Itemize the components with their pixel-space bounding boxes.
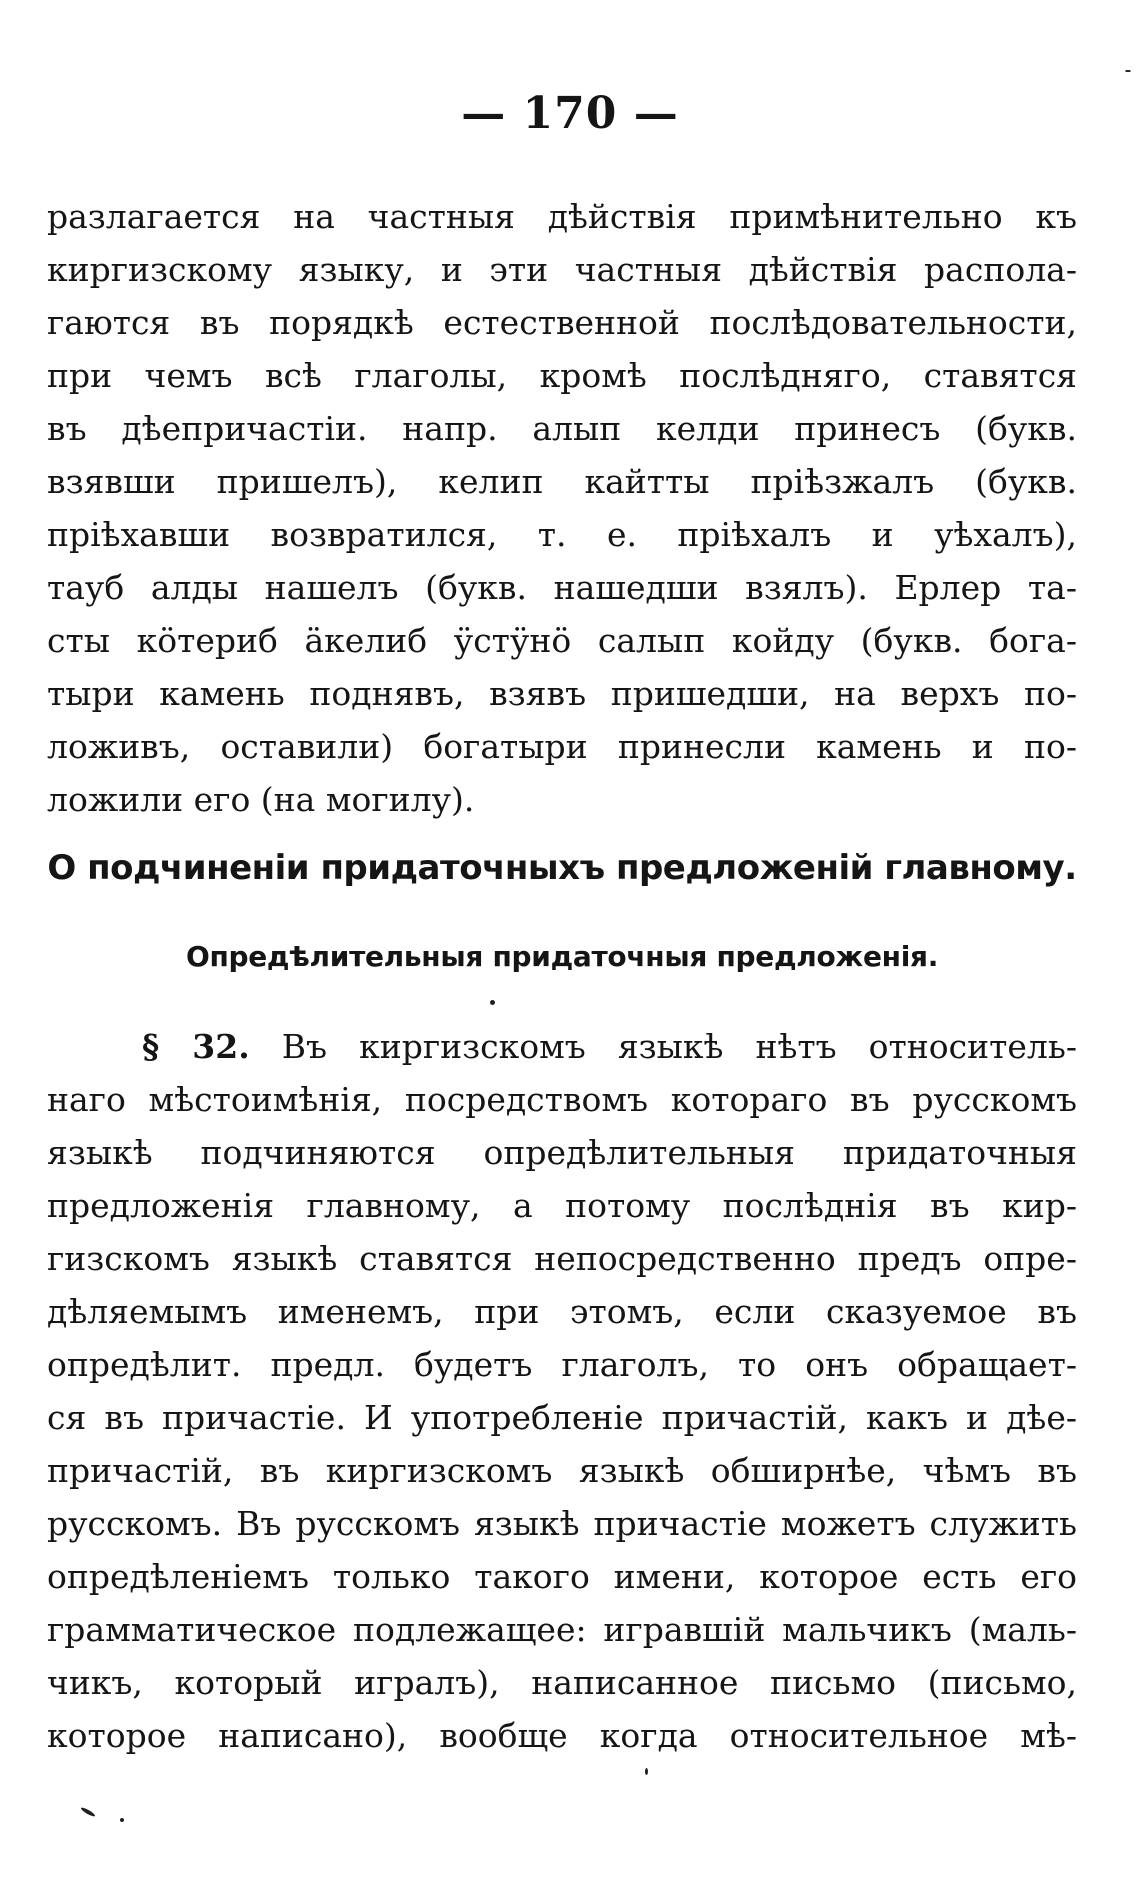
text-line: опредѣленіемъ только такого имени, которое есть его — [47, 1557, 1077, 1596]
section-mark: § 32. — [142, 1027, 250, 1066]
text-line: наго мѣстоимѣнія, посредствомъ котораго въ русскомъ — [47, 1080, 1077, 1119]
page-number: — 170 — — [461, 88, 679, 139]
text-line: ложили его (на могилу). — [47, 780, 475, 819]
text-line: взявши пришелъ), келип кайтты пріѣзжалъ (букв. — [47, 462, 1077, 501]
text-line: ложивъ, оставили) богатыри принесли камень и по- — [47, 727, 1077, 766]
text-line: которое написано), вообще когда относительное мѣ- — [47, 1716, 1077, 1755]
section-subheading: Опредѣлительныя придаточныя предложенія. — [185, 940, 939, 973]
section-heading: О подчиненіи придаточныхъ предложеній главному. — [47, 848, 1077, 888]
section-32-paragraph — [47, 1020, 1077, 1762]
text-line: предложенія главному, а потому послѣднія въ кир- — [47, 1186, 1077, 1225]
text-line-first — [47, 1020, 1077, 1073]
print-speck — [645, 1768, 648, 1775]
text-line: ся въ причастіе. И употребленіе причастій, какъ и дѣе- — [47, 1398, 1077, 1437]
text-line: пріѣхавши возвратился, т. е. пріѣхалъ и уѣхалъ), — [47, 515, 1077, 554]
text-line: причастій, въ киргизскомъ языкѣ обширнѣе, чѣмъ въ — [47, 1451, 1077, 1490]
text-line: чикъ, который игралъ), написанное письмо (письмо, — [47, 1663, 1077, 1702]
text-line: опредѣлит. предл. будетъ глаголъ, то онъ обращает- — [47, 1345, 1077, 1384]
text-line: грамматическое подлежащее: игравшій мальчикъ (маль- — [47, 1610, 1077, 1649]
text-line: тауб алды нашелъ (букв. нашедши взялъ). Ерлер та- — [47, 568, 1077, 607]
text-line: киргизскому языку, и эти частныя дѣйствія распола- — [47, 250, 1077, 289]
print-speck — [1125, 70, 1131, 72]
text-line: дѣляемымъ именемъ, при этомъ, если сказуемое въ — [47, 1292, 1077, 1331]
text-line: тыри камень поднявъ, взявъ пришедши, на верхъ по- — [47, 674, 1077, 713]
text-line: при чемъ всѣ глаголы, кромѣ послѣдняго, ставятся — [47, 356, 1077, 395]
print-speck — [80, 1806, 96, 1817]
text-line: русскомъ. Въ русскомъ языкѣ причастіе можетъ служить — [47, 1504, 1077, 1543]
text-line: гаются въ порядкѣ естественной послѣдовательности, — [47, 303, 1077, 342]
print-speck — [490, 1000, 495, 1005]
text-line: въ дѣепричастіи. напр. алып келди принесъ (букв. — [47, 409, 1077, 448]
paragraph-continuation — [47, 190, 1077, 826]
text-line: гизскомъ языкѣ ставятся непосредственно предъ опре- — [47, 1239, 1077, 1278]
first-line-text: Въ киргизскомъ языкѣ нѣтъ относитель- — [281, 1027, 1077, 1066]
print-speck — [120, 1818, 124, 1822]
text-line: сты кӧтериб äкелиб ӱстӱнӧ салып койду (букв. бога- — [47, 621, 1077, 660]
text-line: языкѣ подчиняются опредѣлительныя придаточныя — [47, 1133, 1077, 1172]
text-line: разлагается на частныя дѣйствія примѣнительно къ — [47, 197, 1077, 236]
